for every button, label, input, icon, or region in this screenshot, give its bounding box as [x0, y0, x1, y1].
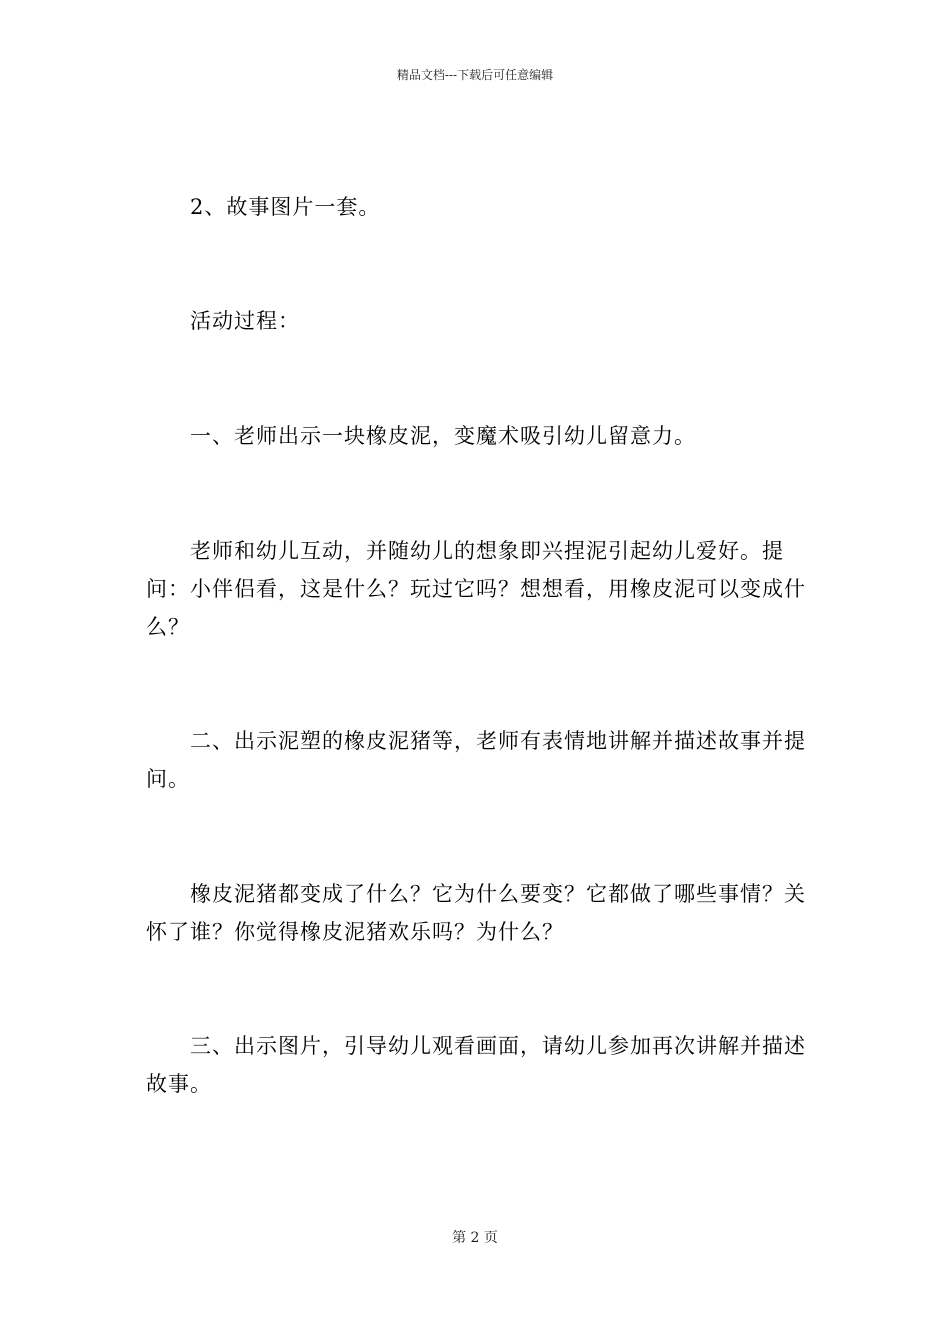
page-number: 第 2 页 — [452, 1230, 498, 1246]
paragraph-process-heading: 活动过程： — [190, 309, 300, 333]
paragraph-step-two: 二、出示泥塑的橡皮泥猪等，老师有表情地讲解并描述故事并提问。 — [146, 729, 806, 791]
paragraph-materials: 2、故事图片一套。 — [190, 195, 381, 219]
page-header: 精品文档---下载后可任意编辑 — [396, 68, 554, 82]
document-body — [146, 188, 806, 1103]
paragraph-step-one: 一、老师出示一块橡皮泥，变魔术吸引幼儿留意力。 — [190, 424, 696, 448]
paragraph-step-three: 三、出示图片，引导幼儿观看画面，请幼儿参加再次讲解并描述故事。 — [146, 1034, 806, 1096]
paragraph-interaction: 老师和幼儿互动，并随幼儿的想象即兴捏泥引起幼儿爱好。提问：小伴侣看，这是什么？玩过它吗？想想看，用橡皮泥可以变成什么？ — [146, 539, 806, 639]
paragraph-questions: 橡皮泥猪都变成了什么？它为什么要变？它都做了哪些事情？关怀了谁？你觉得橡皮泥猪欢乐吗？为什么？ — [146, 882, 806, 944]
